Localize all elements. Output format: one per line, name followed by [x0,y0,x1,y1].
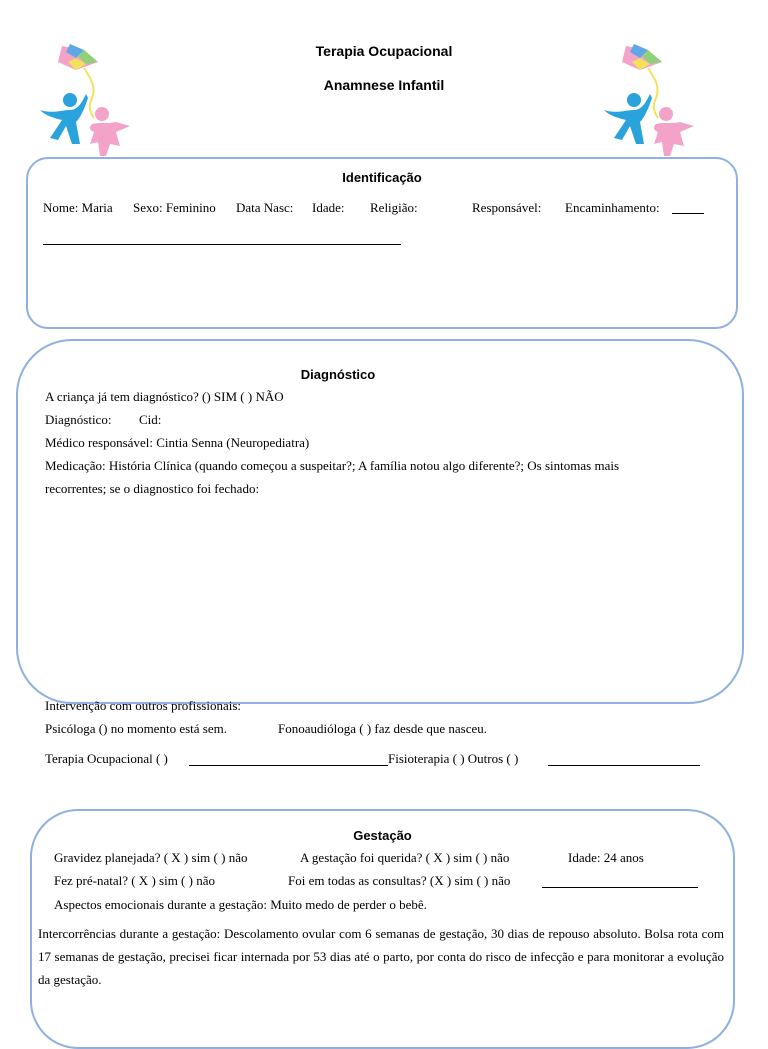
gestacao-heading: Gestação [353,828,412,843]
fono-field: Fonoaudióloga ( ) faz desde que nasceu. [278,721,488,736]
encaminhamento-blank[interactable] [672,201,704,214]
fisioterapia-field: Fisioterapia ( ) Outros ( ) [388,751,519,766]
child-pink-icon [90,107,130,156]
pre-natal-field: Fez pré-natal? ( X ) sim ( ) não [54,873,215,888]
page-title: Terapia Ocupacional [315,43,453,59]
medico-responsavel: Médico responsável: Cintia Senna (Neuropediatra) [45,435,310,450]
intervencao-title: Intervenção com outros profissionais: [45,698,242,713]
responsavel-field: Responsável: [472,200,542,215]
outros-blank[interactable] [548,753,700,766]
religiao-field: Religião: [370,200,418,215]
gestacao-querida-field: A gestação foi querida? ( X ) sim ( ) não [300,850,510,865]
diagnostico-label: Diagnóstico: [45,412,112,427]
medicacao-line-2: recorrentes; se o diagnostico foi fechado: [45,481,260,496]
diagnostico-heading: Diagnóstico [300,367,376,382]
diagnostico-question: A criança já tem diagnóstico? () SIM ( ) NÃO [45,389,284,404]
child-blue-icon [604,93,652,144]
aspectos-emocionais: Aspectos emocionais durante a gestação: Muito medo de perder o bebê. [54,897,427,912]
page-subtitle: Anamnese Infantil [323,77,445,93]
consultas-field: Foi em todas as consultas? (X ) sim ( ) não [288,873,511,888]
terapia-ocupacional-blank[interactable] [189,753,388,766]
child-pink-icon [654,107,694,156]
psicologa-field: Psicóloga () no momento está sem. [45,721,227,736]
identificacao-heading: Identificação [342,170,422,185]
data-nasc-field: Data Nasc: [236,200,294,215]
idade-mae-field: Idade: 24 anos [568,850,644,865]
consultas-blank[interactable] [542,875,698,888]
gravidez-planejada-field: Gravidez planejada? ( X ) sim ( ) não [54,850,248,865]
sexo-field: Sexo: Feminino [133,200,216,215]
nome-field: Nome: Maria [43,200,113,215]
encaminhamento-blank-line[interactable] [43,232,401,245]
cid-label: Cid: [139,412,162,427]
encaminhamento-field: Encaminhamento: [565,200,660,215]
idade-field: Idade: [312,200,345,215]
terapia-ocupacional-field: Terapia Ocupacional ( ) [45,751,168,766]
child-blue-icon [40,93,88,144]
intercorrencias-paragraph: Intercorrências durante a gestação: Descolamento ovular com 6 semanas de gestação, 30 dias de repouso absoluto. Bolsa rota com 17 semanas de gestação, precisei ficar internada por 53 dias até o parto, por conta do risco de infecção e para monitorar a evolução da gestação. [38,926,724,987]
medicacao-line-1: Medicação: História Clínica (quando começou a suspeitar?; A família notou algo diferente?; Os sintomas mais [45,458,620,473]
